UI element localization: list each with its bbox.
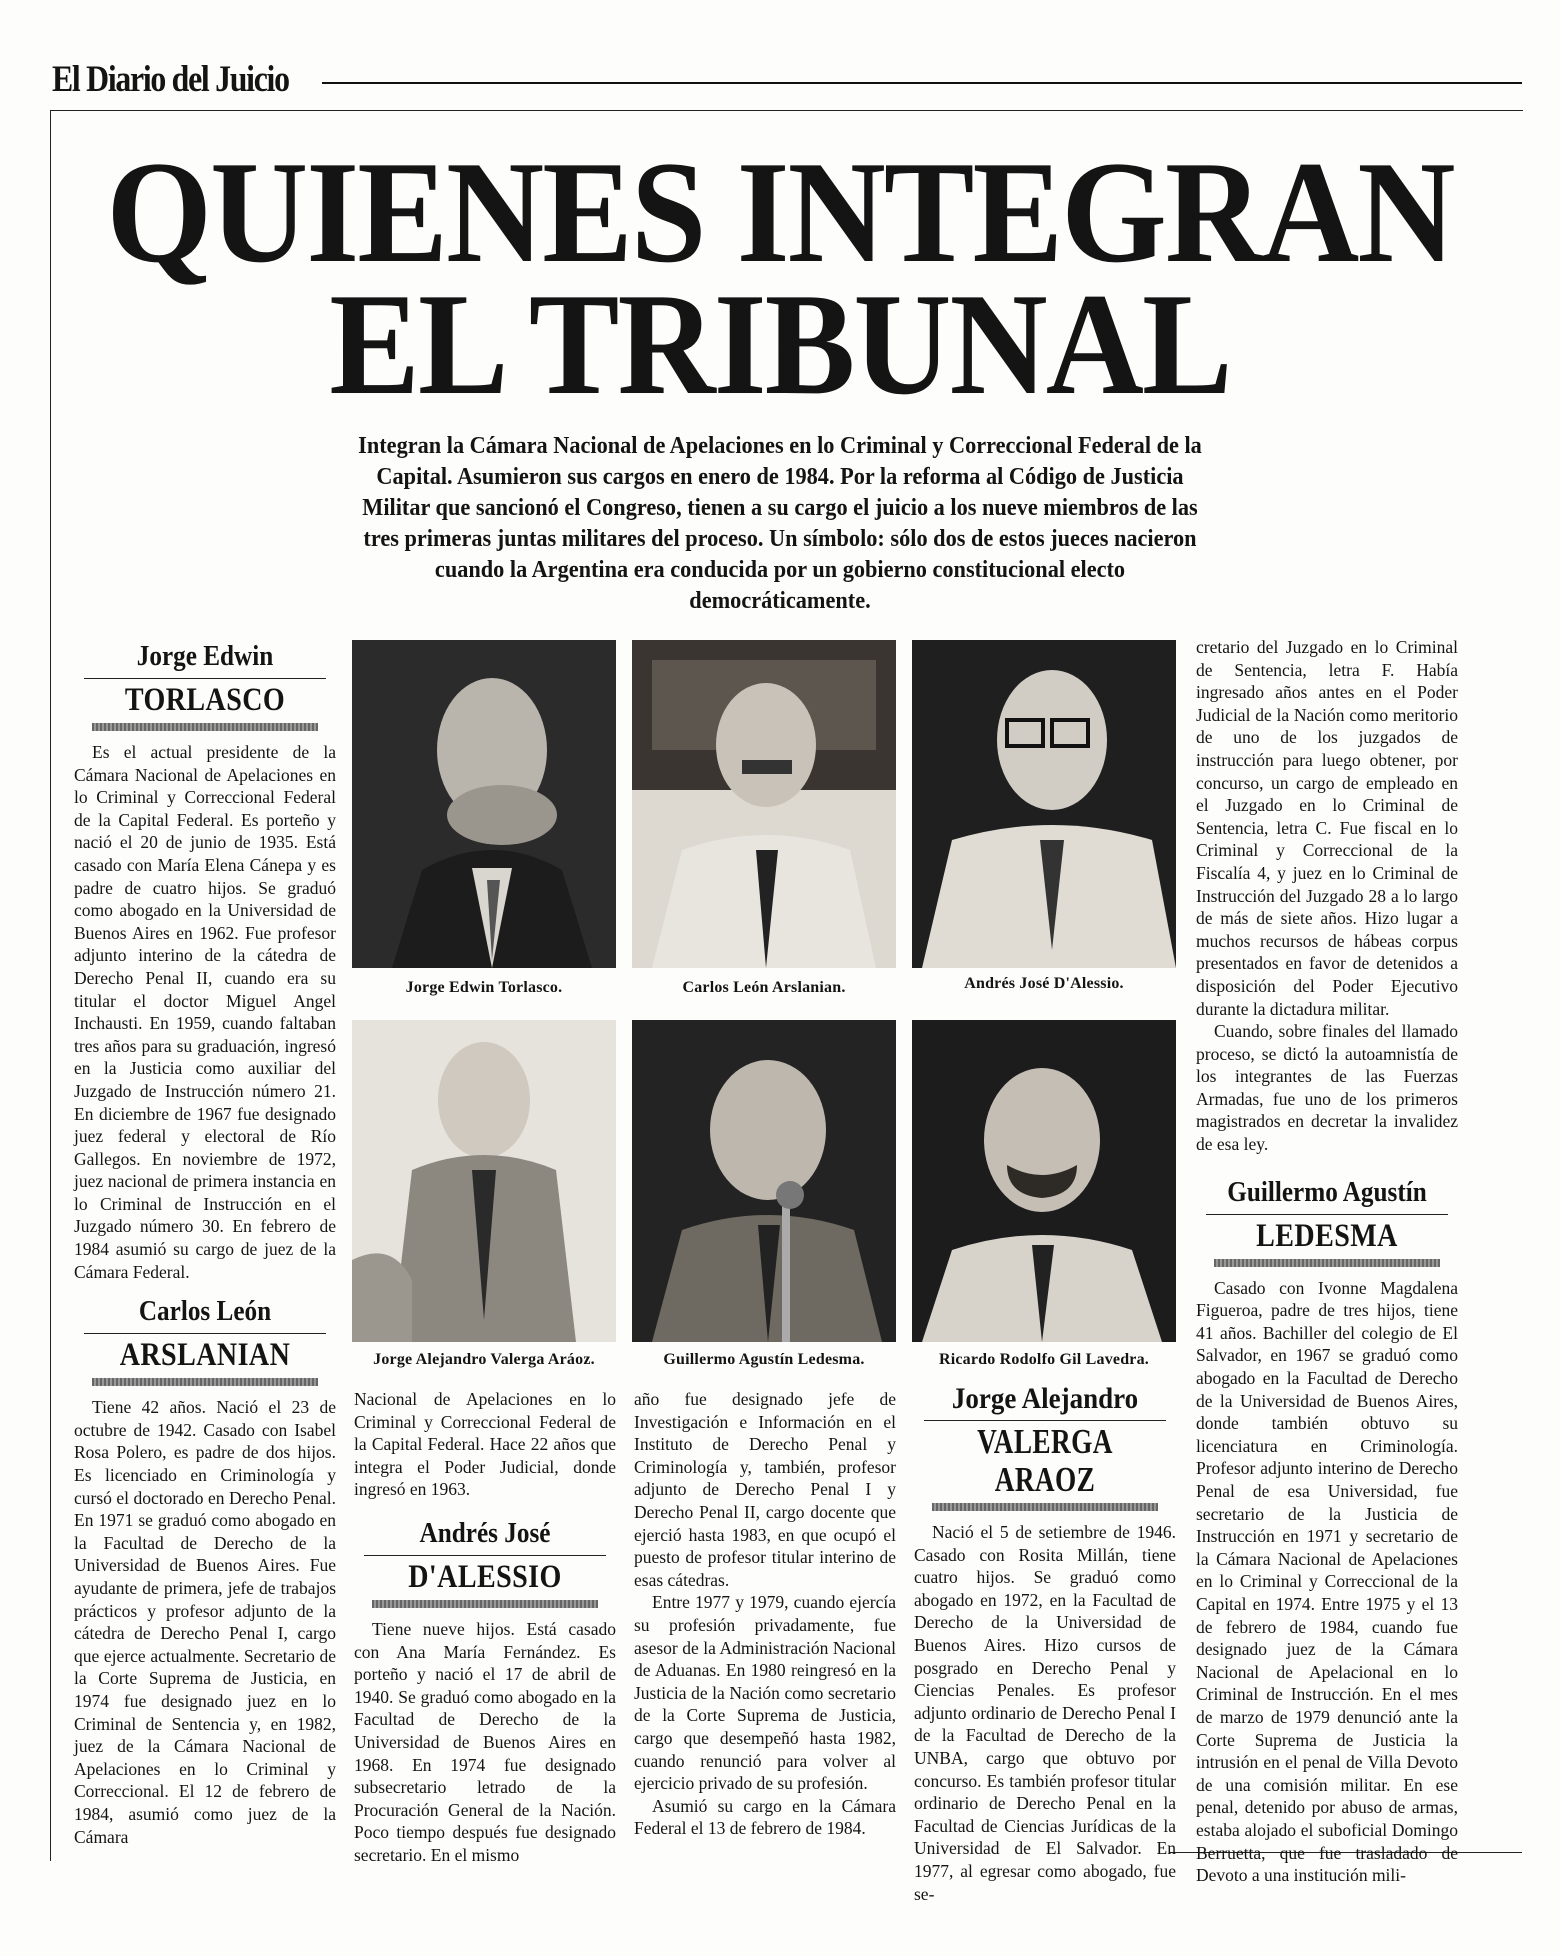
bio-text-valerga-cont-2: Cuando, sobre finales del llamado proceso, se dictó la autoamnistía de los integrantes de las Fuerzas Armadas, fue uno de los primeros magistrados en decretar la invalidez de esa ley. <box>1196 1021 1458 1155</box>
surname: TORLASCO <box>124 682 286 718</box>
caption-valerga: Jorge Alejandro Valerga Aráoz. <box>373 1351 595 1368</box>
shaded-bar <box>932 1503 1158 1511</box>
caption-dalessio: Andrés José D'Alessio. <box>964 975 1124 992</box>
caption-arslanian: Carlos León Arslanian. <box>682 979 846 996</box>
bio-text-valerga-cont-1: cretario del Juzgado en lo Criminal de Sentencia, letra F. Había ingresado años antes en el Poder Judicial de la Nación como meritorio de uno de los juzgados de instrucción para luego obtener, por concurso, un cargo de empleado en el Juzgado en lo Criminal de Sentencia, letra C. Fue fiscal en lo Criminal y Correccional de la Fiscalía 4, y juez en lo Criminal de Instrucción del Juzgado 28 a lo largo de más de siete años. Hizo lugar a muchos recursos de hábeas corpus presentados en favor de detenidos a disposición del Poder Ejecutivo durante la dictadura militar. <box>1196 637 1458 1019</box>
shaded-bar <box>92 723 318 731</box>
bio-heading-arslanian <box>74 1295 336 1386</box>
bio-text-valerga: Nació el 5 de setiembre de 1946. Casado con Rosita Millán, tiene cuatro hijos. Se graduó como abogado en 1972, en la Facultad de Derecho de la Universidad de Buenos Aires. Hizo cursos de posgrado en Derecho Penal y Ciencias Penales. Es profesor adjunto ordinario de Derecho Penal I de la Facultad de Derecho de la UNBA, cargo que obtuvo por concurso. Es también profesor titular ordinario de Derecho Penal en la Facultad de Ciencias Jurídicas de la Universidad de El Salvador. En 1977, al egresar como abogado, fue se- <box>914 1522 1176 1904</box>
column-3 <box>634 1388 896 1840</box>
caption-ledesma: Guillermo Agustín Ledesma. <box>663 1351 865 1368</box>
surname: LEDESMA <box>1256 1217 1398 1254</box>
bio-text-dalessio-cont-2: Entre 1977 y 1979, cuando ejercía su profesión privadamente, fue asesor de la Administración Nacional de Aduanas. En 1980 reingresó en la Justicia de la Nación como secretario de la Corte Suprema de Justicia, cargo que desempeñó hasta 1982, cuando renunció para volver al ejercicio privado de su profesión. <box>634 1592 896 1794</box>
bio-text-dalessio-cont-3: Asumió su cargo en la Cámara Federal el 13 de febrero de 1984. <box>634 1795 896 1839</box>
headline-line-2: EL TRIBUNAL <box>329 263 1231 425</box>
masthead: El Diario del Juicio <box>52 59 289 100</box>
bio-text-ledesma: Casado con Ivonne Magdalena Figueroa, padre de tres hijos, tiene 41 años. Bachiller del colegio de El Salvador, en 1967 se graduó como abogado en la Facultad de Derecho de la Universidad de Buenos Aires, donde también obtuvo su licenciatura en Criminología. Profesor adjunto interino de Derecho Penal de esa Universidad, fue secretario de la Justicia de Instrucción en 1971 y secretario de la Cámara Nacional de Apelaciones en lo Criminal y Correccional de la Capital en 1974. Entre 1975 y el 13 de febrero de 1984, cuando fue designado juez de la Cámara Nacional de Apelacional en lo Criminal de Instrucción. En el mes de marzo de 1979 denunció ante la Corte Suprema de Justicia la intrusión en el penal de Villa Devoto de una comisión militar. En ese penal, detenido por abuso de armas, estaba alojado el suboficial Domingo Berruetta, que fue trasladado de Devoto a una institución mili- <box>1196 1277 1458 1886</box>
bio-text-arslanian: Tiene 42 años. Nació el 23 de octubre de 1942. Casado con Isabel Rosa Polero, es padre de dos hijos. Es licenciado en Criminología y cursó el doctorado en Derecho Penal. En 1971 se graduó como abogado en la Facultad de Derecho de la Universidad de Buenos Aires. Fue ayudante de primera, jefe de trabajos prácticos y profesor adjunto de la cátedra de Derecho Penal I, cargo que ejerce actualmente. Secretario de la Corte Suprema de Justicia, en 1974 fue designado juez en lo Criminal de Sentencia y, en 1982, juez de la Cámara Nacional de Apelaciones en lo Criminal y Correccional. El 12 de febrero de 1984, asumió como juez de la Cámara <box>74 1397 336 1847</box>
portrait-illustration <box>352 1020 616 1342</box>
divider <box>924 1420 1166 1421</box>
photo-dalessio <box>912 640 1176 968</box>
portrait-illustration <box>632 640 896 968</box>
portrait-illustration <box>632 1020 896 1342</box>
bio-text-dalessio: Tiene nueve hijos. Está casado con Ana María Fernández. Es porteño y nació el 17 de abril de 1940. Se graduó como abogado en la Facultad de Derecho de la Universidad de Buenos Aires en 1968. En 1974 fue designado subsecretario letrado de la Procuración General de la Nación. Poco tiempo después fue designado secretario. En el mismo <box>354 1618 616 1865</box>
given-name: Andrés José <box>419 1517 551 1549</box>
photo-valerga <box>352 1020 616 1342</box>
bio-heading-ledesma <box>1196 1176 1458 1267</box>
column-5 <box>1196 636 1458 1887</box>
intro-paragraph: Integran la Cámara Nacional de Apelaciones en lo Criminal y Correccional Federal de la Capital. Asumieron sus cargos en enero de 1984. Por la reforma al Código de Justicia Militar que sancionó el Congreso, tienen a su cargo el juicio a los nueve miembros de las tres primeras juntas militares del proceso. Un símbolo: sólo dos de estos jueces nacieron cuando la Argentina era conducida por un gobierno constitucional electo democráticamente. <box>358 432 1202 614</box>
caption-gil-lavedra: Ricardo Rodolfo Gil Lavedra. <box>938 1351 1150 1368</box>
caption-torlasco: Jorge Edwin Torlasco. <box>405 979 563 996</box>
bio-text-torlasco: Es el actual presidente de la Cámara Nacional de Apelaciones en lo Criminal y Correccional Federal de la Capital Federal. Es porteño y nació el 20 de junio de 1935. Está casado con María Elena Cánepa y es padre de cuatro hijos. Se graduó como abogado en la Universidad de Buenos Aires en 1962. Fue profesor adjunto interino de la cátedra de Derecho Penal II, cuando era su titular el doctor Miguel Angel Inchausti. En 1959, cuando faltaban tres años para su graduación, ingresó en la Justicia como auxiliar del Juzgado de Instrucción número 21. En diciembre de 1967 fue designado juez federal y electoral de Río Gallegos. En noviembre de 1972, juez nacional de primera instancia en lo Criminal de Instrucción en el Juzgado número 30. En febrero de 1984 asumió su cargo de juez de la Cámara Federal. <box>74 742 336 1282</box>
photo-ledesma <box>632 1020 896 1342</box>
photo-arslanian <box>632 640 896 968</box>
bio-heading-dalessio <box>354 1517 616 1608</box>
bio-text-dalessio-cont-1: año fue designado jefe de Investigación e Información en el Instituto de Derecho Penal y Criminología y, también, profesor adjunto de Derecho Penal I y Derecho Penal II, cargo docente que ejerció hasta 1983, en que ocupó el puesto de profesor titular interino de esas cátedras. <box>634 1389 896 1590</box>
column-1 <box>74 640 336 1848</box>
surname: VALERGA ARAOZ <box>977 1422 1113 1499</box>
bio-heading-valerga <box>914 1382 1176 1511</box>
headline <box>0 131 1560 425</box>
headline-line-1: QUIENES INTEGRAN <box>106 131 1454 293</box>
bio-text-arslanian-cont: Nacional de Apelaciones en lo Criminal y Correccional Federal de la Capital Federal. Hace 22 años que integra el Poder Judicial, donde ingresó en 1963. <box>354 1389 616 1500</box>
given-name: Jorge Edwin <box>136 641 274 672</box>
divider <box>84 678 326 679</box>
bio-heading-torlasco <box>74 640 336 731</box>
surname: D'ALESSIO <box>408 1558 562 1595</box>
divider <box>84 1333 326 1334</box>
portrait-illustration <box>352 640 616 968</box>
photo-gil-lavedra <box>912 1020 1176 1342</box>
column-2 <box>354 1388 616 1867</box>
divider <box>1206 1214 1448 1215</box>
surname: ARSLANIAN <box>119 1337 291 1374</box>
shaded-bar <box>92 1378 318 1386</box>
masthead-rule <box>322 82 1522 84</box>
given-name: Jorge Alejandro <box>951 1382 1139 1415</box>
column-4 <box>914 1382 1176 1905</box>
given-name: Carlos León <box>138 1296 272 1328</box>
portrait-illustration <box>912 1020 1176 1342</box>
given-name: Guillermo Agustín <box>1227 1176 1427 1208</box>
shaded-bar <box>1214 1259 1440 1267</box>
shaded-bar <box>372 1600 598 1608</box>
photo-torlasco <box>352 640 616 968</box>
divider <box>364 1555 606 1556</box>
portrait-illustration <box>912 640 1176 968</box>
